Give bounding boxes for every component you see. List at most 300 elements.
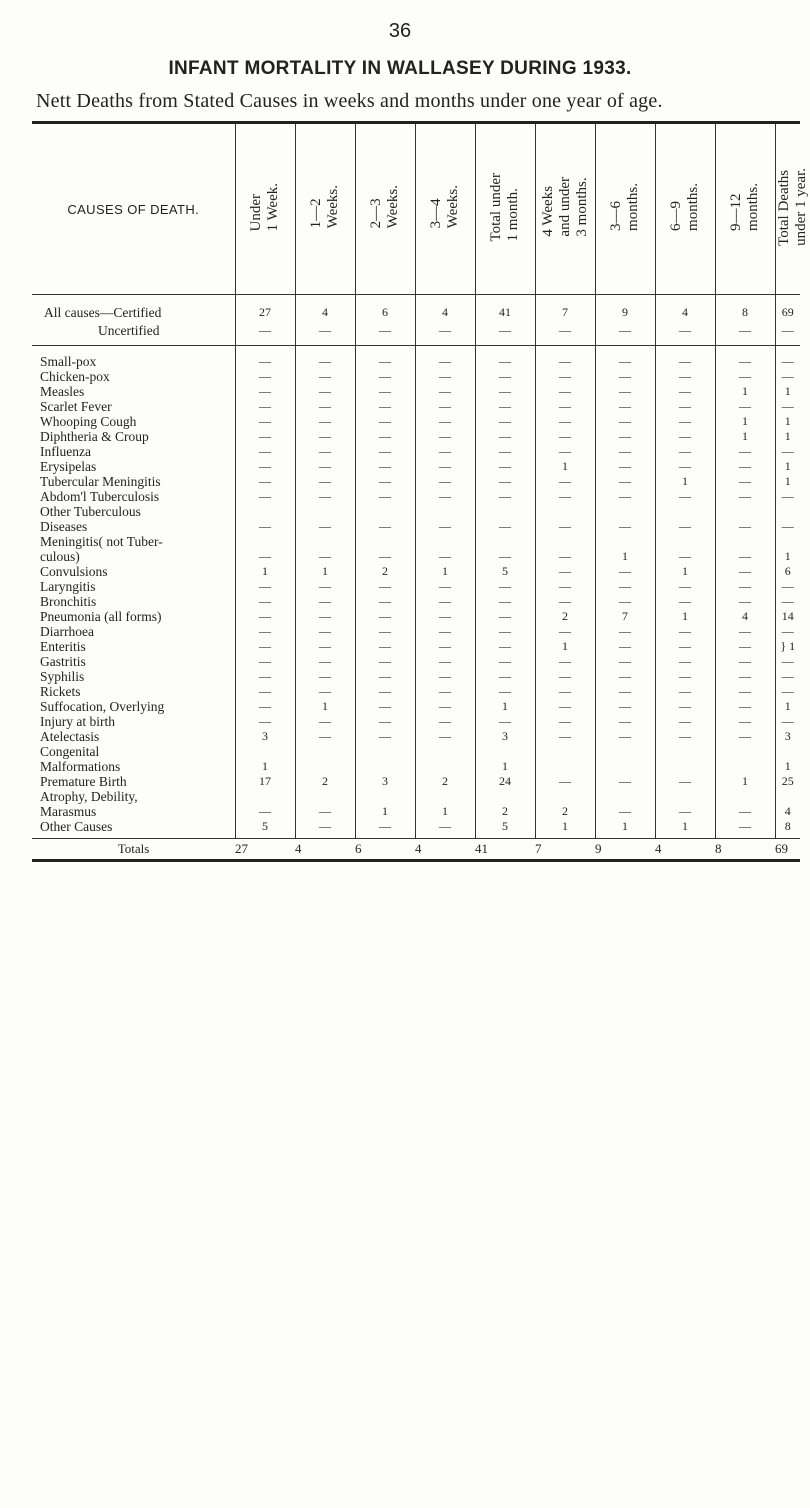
cause-label: Gastritis <box>32 654 235 669</box>
table-cell <box>235 534 295 549</box>
table-cell: — <box>355 654 415 669</box>
cause-label: Marasmus <box>32 804 235 819</box>
table-cell: — <box>535 346 595 370</box>
table-cell: — <box>415 729 475 744</box>
table-cell: — <box>781 519 794 533</box>
table-cell: 9 <box>595 839 655 861</box>
table-cell: — <box>295 669 355 684</box>
table-cell: — <box>595 669 655 684</box>
table-cell: 6 <box>784 564 791 578</box>
table-cell: 7 <box>535 839 595 861</box>
table-cell: — <box>655 774 715 789</box>
table-cell: — <box>295 369 355 384</box>
totals-label: Totals <box>32 839 235 861</box>
table-cell: — <box>355 609 415 624</box>
table-cell: — <box>295 714 355 729</box>
table-cell: — <box>655 804 715 819</box>
table-cell: — <box>535 474 595 489</box>
table-cell: 14 <box>781 609 794 623</box>
table-cell: — <box>715 579 775 594</box>
all-causes-certified-row <box>32 295 800 322</box>
table-cell <box>295 744 355 759</box>
table-cell: 9 <box>595 295 655 322</box>
table-cell: — <box>595 429 655 444</box>
table-row <box>32 819 800 839</box>
table-row <box>32 414 800 429</box>
table-cell: — <box>535 429 595 444</box>
table-cell: — <box>415 594 475 609</box>
table-cell: — <box>535 321 595 346</box>
table-cell: — <box>235 579 295 594</box>
table-cell: — <box>535 489 595 504</box>
table-cell: — <box>415 519 475 534</box>
table-cell: — <box>415 699 475 714</box>
table-cell: — <box>595 384 655 399</box>
table-cell: — <box>295 384 355 399</box>
table-cell: 1 <box>784 474 791 488</box>
table-cell: 1 <box>295 699 355 714</box>
table-cell: — <box>595 639 655 654</box>
table-cell: — <box>235 459 295 474</box>
table-cell: — <box>355 444 415 459</box>
table-cell: — <box>715 369 775 384</box>
table-cell <box>235 744 295 759</box>
table-cell: 1 <box>535 639 595 654</box>
table-cell: — <box>235 669 295 684</box>
table-cell: — <box>355 519 415 534</box>
table-cell: 4 <box>295 295 355 322</box>
row-label: Uncertified <box>32 321 235 346</box>
table-cell: 6 <box>355 839 415 861</box>
table-cell: — <box>595 579 655 594</box>
infant-mortality-table <box>32 124 809 862</box>
table-cell: — <box>295 549 355 564</box>
column-header: Under 1 Week. <box>235 124 295 295</box>
table-cell: — <box>295 346 355 370</box>
totals-row <box>32 839 800 861</box>
table-cell: 17 <box>235 774 295 789</box>
table-cell: — <box>475 714 535 729</box>
table-cell <box>295 759 355 774</box>
table-cell: — <box>595 594 655 609</box>
table-cell: — <box>655 639 715 654</box>
table-cell <box>355 534 415 549</box>
table-cell: 1 <box>715 414 775 429</box>
table-cell <box>295 504 355 519</box>
table-cell <box>475 534 535 549</box>
table-cell: 1 <box>715 774 775 789</box>
table-cell <box>235 789 295 804</box>
table-cell: — <box>415 684 475 699</box>
table-cell: 1 <box>475 759 535 774</box>
column-header: Total Deaths under 1 year. <box>775 124 800 295</box>
table-cell: — <box>535 369 595 384</box>
table-cell: — <box>295 429 355 444</box>
table-cell: 1 <box>715 429 775 444</box>
table-cell <box>355 759 415 774</box>
table-cell: — <box>535 624 595 639</box>
table-cell: — <box>295 729 355 744</box>
table-cell: — <box>295 609 355 624</box>
table-cell: — <box>535 669 595 684</box>
cause-label: Laryngitis <box>32 579 235 594</box>
cause-label: Rickets <box>32 684 235 699</box>
table-row <box>32 489 800 504</box>
table-cell: — <box>715 684 775 699</box>
cause-label: Tubercular Meningitis <box>32 474 235 489</box>
table-cell: — <box>655 444 715 459</box>
table-cell: — <box>655 714 715 729</box>
table-cell <box>295 534 355 549</box>
table-cell: — <box>655 429 715 444</box>
table-cell <box>595 504 655 519</box>
table-cell <box>415 744 475 759</box>
table-cell <box>595 534 655 549</box>
table-cell: 3 <box>355 774 415 789</box>
table-cell: — <box>355 639 415 654</box>
table-cell <box>595 759 655 774</box>
column-header: 3—4 Weeks. <box>415 124 475 295</box>
cause-label: Meningitis( not Tuber- <box>32 534 235 549</box>
table-cell: — <box>295 594 355 609</box>
table-cell: — <box>715 624 775 639</box>
table-cell: — <box>415 321 475 346</box>
row-label: All causes—Certified <box>32 295 235 322</box>
table-cell: 4 <box>655 839 715 861</box>
table-cell <box>775 504 800 519</box>
table-cell: 4 <box>415 295 475 322</box>
table-cell <box>655 759 715 774</box>
table-cell: — <box>295 579 355 594</box>
table-cell: — <box>715 459 775 474</box>
column-header: Total under 1 month. <box>475 124 535 295</box>
table-cell: 2 <box>295 774 355 789</box>
table-cell: — <box>715 444 775 459</box>
table-cell: — <box>655 384 715 399</box>
table-cell: 3 <box>784 729 791 743</box>
table-cell: — <box>235 384 295 399</box>
table-cell: — <box>415 639 475 654</box>
table-cell: — <box>475 429 535 444</box>
table-row <box>32 549 800 564</box>
table-cell: — <box>715 321 775 346</box>
table-row <box>32 594 800 609</box>
table-cell: — <box>715 399 775 414</box>
column-header: 1—2 Weeks. <box>295 124 355 295</box>
table-cell: — <box>235 414 295 429</box>
table-cell: — <box>475 459 535 474</box>
table-cell: — <box>655 669 715 684</box>
table-cell: 1 <box>655 609 715 624</box>
table-cell: — <box>475 624 535 639</box>
table-cell: — <box>781 684 794 698</box>
table-cell: — <box>595 519 655 534</box>
table-cell: 1 <box>784 384 791 398</box>
table-cell <box>415 504 475 519</box>
page-number: 36 <box>388 20 412 42</box>
table-row <box>32 474 800 489</box>
column-header: 4 Weeks and under 3 months. <box>535 124 595 295</box>
table-cell: — <box>235 489 295 504</box>
all-causes-uncertified-row <box>32 321 800 346</box>
table-cell: — <box>595 414 655 429</box>
table-cell: — <box>715 819 775 839</box>
table-cell: — <box>535 684 595 699</box>
table-cell: 1 <box>655 819 715 839</box>
table-cell: — <box>415 549 475 564</box>
table-cell: 27 <box>235 295 295 322</box>
table-cell: — <box>355 414 415 429</box>
table-row <box>32 369 800 384</box>
table-cell: — <box>655 346 715 370</box>
table-cell: — <box>655 729 715 744</box>
table-cell: — <box>535 774 595 789</box>
table-cell: 69 <box>775 839 800 861</box>
table-cell: — <box>415 429 475 444</box>
table-cell: — <box>595 444 655 459</box>
table-cell: — <box>475 414 535 429</box>
table-cell: 1 <box>595 549 655 564</box>
table-cell: — <box>655 579 715 594</box>
table-cell: — <box>415 669 475 684</box>
table-cell: — <box>535 594 595 609</box>
table-cell: 2 <box>415 774 475 789</box>
table-cell <box>595 789 655 804</box>
table-cell: 5 <box>475 819 535 839</box>
table-cell: — <box>655 624 715 639</box>
table-cell: — <box>595 399 655 414</box>
table-cell <box>535 534 595 549</box>
table-cell: — <box>595 804 655 819</box>
table-cell: — <box>415 369 475 384</box>
table-cell <box>775 534 800 549</box>
table-cell: — <box>235 804 295 819</box>
table-cell: 69 <box>781 304 794 319</box>
table-cell: — <box>235 369 295 384</box>
table-row <box>32 639 800 654</box>
table-cell <box>535 789 595 804</box>
table-row <box>32 399 800 414</box>
table-cell: — <box>655 549 715 564</box>
table-cell: — <box>475 321 535 346</box>
table-cell: 5 <box>475 564 535 579</box>
table-cell: — <box>295 624 355 639</box>
table-cell <box>535 504 595 519</box>
table-cell: — <box>775 321 800 346</box>
table-cell: — <box>415 414 475 429</box>
cause-label: Diseases <box>32 519 235 534</box>
table-cell: 1 <box>295 564 355 579</box>
table-row <box>32 789 800 804</box>
table-cell: — <box>295 414 355 429</box>
table-cell: — <box>595 474 655 489</box>
table-row <box>32 744 800 759</box>
table-cell: — <box>235 684 295 699</box>
table-cell: 1 <box>235 564 295 579</box>
table-cell: 5 <box>235 819 295 839</box>
table-cell: — <box>715 669 775 684</box>
table-cell: — <box>715 549 775 564</box>
table-row <box>32 684 800 699</box>
table-cell: — <box>415 474 475 489</box>
table-cell: — <box>475 669 535 684</box>
table-cell: — <box>295 474 355 489</box>
table-row <box>32 429 800 444</box>
table-cell: 41 <box>475 295 535 322</box>
table-cell <box>595 744 655 759</box>
table-cell: — <box>655 321 715 346</box>
table-row <box>32 504 800 519</box>
table-cell: — <box>475 639 535 654</box>
cause-label: Diarrhoea <box>32 624 235 639</box>
table-cell: — <box>355 489 415 504</box>
table-cell: 3 <box>235 729 295 744</box>
table-cell: — <box>595 774 655 789</box>
table-cell: — <box>355 594 415 609</box>
table-cell: — <box>655 489 715 504</box>
table-cell <box>715 744 775 759</box>
table-cell: — <box>781 369 794 383</box>
table-cell <box>715 789 775 804</box>
table-cell: — <box>475 444 535 459</box>
table-cell: — <box>475 519 535 534</box>
table-cell: — <box>715 654 775 669</box>
table-cell: — <box>781 489 794 503</box>
table-cell: — <box>235 321 295 346</box>
table-cell: 2 <box>355 564 415 579</box>
table-row <box>32 564 800 579</box>
table-cell: 6 <box>355 295 415 322</box>
table-cell: — <box>781 354 794 368</box>
table-cell: 1 <box>655 564 715 579</box>
cause-label: Malformations <box>32 759 235 774</box>
table-cell: — <box>295 444 355 459</box>
table-cell: — <box>475 399 535 414</box>
table-row <box>32 346 800 370</box>
table-cell: — <box>655 414 715 429</box>
table-cell: — <box>415 819 475 839</box>
table-cell: 25 <box>781 774 794 788</box>
table-cell: } 1 <box>780 639 796 653</box>
table-cell: — <box>781 714 794 728</box>
table-cell: — <box>235 639 295 654</box>
table-cell: — <box>355 474 415 489</box>
table-cell: — <box>715 804 775 819</box>
table-cell: — <box>475 474 535 489</box>
table-cell: — <box>781 579 794 593</box>
table-row <box>32 714 800 729</box>
page-subtitle: Nett Deaths from Stated Causes in weeks and months under one year of age. <box>36 90 663 112</box>
table-cell <box>475 789 535 804</box>
cause-label: Congenital <box>32 744 235 759</box>
table-cell: 1 <box>415 564 475 579</box>
table-cell: — <box>295 654 355 669</box>
cause-label: Syphilis <box>32 669 235 684</box>
table-cell: — <box>535 699 595 714</box>
table-cell: — <box>295 519 355 534</box>
table-row <box>32 654 800 669</box>
cause-label: Whooping Cough <box>32 414 235 429</box>
table-row <box>32 729 800 744</box>
table-cell: — <box>355 384 415 399</box>
table-cell: 1 <box>475 699 535 714</box>
cause-label: Injury at birth <box>32 714 235 729</box>
table-cell: — <box>655 594 715 609</box>
table-cell <box>415 534 475 549</box>
table-cell: — <box>355 729 415 744</box>
table-cell: — <box>595 654 655 669</box>
table-cell <box>775 744 800 759</box>
cause-label: Enteritis <box>32 639 235 654</box>
table-cell: — <box>355 321 415 346</box>
table-cell <box>715 534 775 549</box>
table-cell: 3 <box>475 729 535 744</box>
cause-label: Influenza <box>32 444 235 459</box>
table-cell: — <box>535 714 595 729</box>
table-row <box>32 444 800 459</box>
table-cell: — <box>235 444 295 459</box>
column-header: 2—3 Weeks. <box>355 124 415 295</box>
table-cell: — <box>415 399 475 414</box>
table-cell: — <box>235 699 295 714</box>
table-cell: — <box>715 699 775 714</box>
table-cell: — <box>655 399 715 414</box>
table-cell: — <box>355 549 415 564</box>
table-cell: — <box>535 399 595 414</box>
column-header: 6—9 months. <box>655 124 715 295</box>
table-cell <box>415 759 475 774</box>
cause-label: Premature Birth <box>32 774 235 789</box>
table-cell: — <box>235 519 295 534</box>
table-cell <box>715 504 775 519</box>
table-row <box>32 774 800 789</box>
table-cell: — <box>355 369 415 384</box>
table-cell: — <box>781 669 794 683</box>
cause-label: Bronchitis <box>32 594 235 609</box>
table-cell <box>655 504 715 519</box>
table-cell: 24 <box>475 774 535 789</box>
table-cell: — <box>295 459 355 474</box>
cause-label: Scarlet Fever <box>32 399 235 414</box>
table-cell: — <box>295 639 355 654</box>
table-cell: — <box>415 579 475 594</box>
cause-label: Chicken-pox <box>32 369 235 384</box>
table-cell: — <box>595 699 655 714</box>
table-cell: 1 <box>784 414 791 428</box>
table-cell: — <box>535 564 595 579</box>
table-cell: 4 <box>415 839 475 861</box>
table-cell: 1 <box>715 384 775 399</box>
table-cell: — <box>475 384 535 399</box>
table-cell: — <box>535 729 595 744</box>
table-cell: 7 <box>535 295 595 322</box>
cause-label: Pneumonia (all forms) <box>32 609 235 624</box>
table-row <box>32 624 800 639</box>
table-cell <box>235 504 295 519</box>
table-cell: — <box>355 624 415 639</box>
table-cell: — <box>355 699 415 714</box>
table-cell <box>475 504 535 519</box>
table-cell: 1 <box>784 759 791 773</box>
table-cell: — <box>595 729 655 744</box>
table-cell: — <box>355 346 415 370</box>
table-cell: — <box>415 489 475 504</box>
table-cell: 2 <box>475 804 535 819</box>
page-title: INFANT MORTALITY IN WALLASEY DURING 1933. <box>168 58 632 79</box>
cause-label: Abdom'l Tuberculosis <box>32 489 235 504</box>
table-cell: 2 <box>535 609 595 624</box>
table-cell: — <box>235 429 295 444</box>
